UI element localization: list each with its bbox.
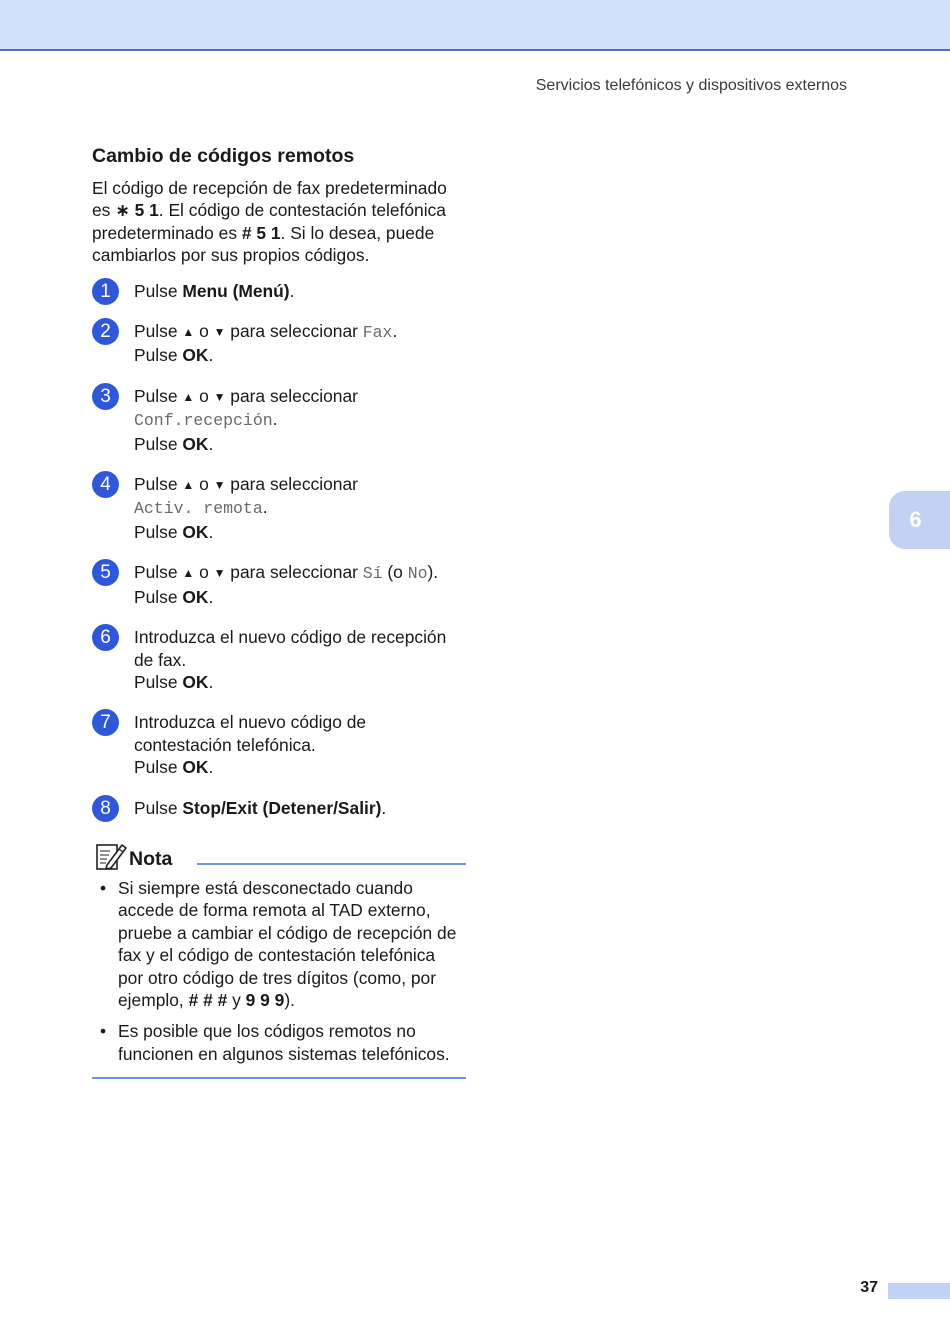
example-code-2: 9 9 9 xyxy=(245,989,285,1010)
step-text: Pulse xyxy=(134,345,183,366)
example-code-1: # # # xyxy=(188,989,228,1010)
step-1 xyxy=(92,280,462,302)
step-text: Pulse xyxy=(134,521,183,542)
step-number-icon: 5 xyxy=(92,559,119,586)
note-header xyxy=(92,837,462,871)
telephone-answer-code: # 5 1 xyxy=(241,222,281,243)
step-text: . xyxy=(289,280,295,301)
section-title: Cambio de códigos remotos xyxy=(92,145,355,167)
ok-key-label: OK xyxy=(182,586,209,607)
step-text: para seleccionar xyxy=(225,321,363,342)
note-text: y xyxy=(227,989,246,1010)
step-text: . xyxy=(208,586,214,607)
intro-text-2: . El código de contestación telefónica predeterminado es xyxy=(92,200,446,243)
step-number-icon: 8 xyxy=(92,795,119,822)
step-text: . xyxy=(208,433,214,454)
step-number-icon: 7 xyxy=(92,709,119,736)
steps-list xyxy=(92,280,462,819)
menu-key-label: Menu (Menú) xyxy=(182,280,290,301)
step-text: para seleccionar xyxy=(225,562,363,583)
lcd-option: Activ. remota xyxy=(134,499,263,519)
down-arrow-icon: ▼ xyxy=(213,325,226,340)
note-text: Si siempre está desconectado cuando accede de forma remota al TAD externo, pruebe a cambiar el código de recepción de fax y el código de contestación telefónica por otro código de tres dígitos (como, por ejemplo, xyxy=(118,877,457,1010)
note-item-1 xyxy=(92,877,462,1011)
ok-key-label: OK xyxy=(182,757,209,778)
step-text: Pulse xyxy=(134,321,183,342)
main-content xyxy=(92,143,462,1079)
step-5 xyxy=(92,561,462,608)
step-text: para seleccionar xyxy=(225,385,358,406)
step-text: Pulse xyxy=(134,385,183,406)
note-bottom-divider xyxy=(92,1077,466,1079)
down-arrow-icon: ▼ xyxy=(213,478,226,493)
note-text: Es posible que los códigos remotos no funcionen en algunos sistemas telefónicos. xyxy=(118,1021,450,1064)
step-8 xyxy=(92,797,462,819)
step-number-icon: 2 xyxy=(92,318,119,345)
note-top-divider xyxy=(197,863,466,865)
step-text: o xyxy=(194,474,214,495)
running-header: Servicios telefónicos y dispositivos externos xyxy=(535,77,847,94)
note-title: Nota xyxy=(129,847,173,870)
step-number-icon: 1 xyxy=(92,278,119,305)
ok-key-label: OK xyxy=(182,345,209,366)
step-text: Pulse xyxy=(134,562,183,583)
stop-exit-key-label: Stop/Exit (Detener/Salir) xyxy=(182,797,382,818)
step-text: o xyxy=(194,321,214,342)
lcd-option: Conf.recepción xyxy=(134,411,273,431)
note-list xyxy=(92,877,462,1065)
intro-text-1: El código de recepción de fax predeterminado es xyxy=(92,178,447,221)
chapter-tab: 6 xyxy=(889,491,950,549)
step-7 xyxy=(92,711,462,778)
step-text: Introduzca el nuevo código de recepción de fax. xyxy=(134,627,447,670)
step-2 xyxy=(92,320,462,367)
top-band xyxy=(0,0,950,51)
lcd-option: Sí xyxy=(362,564,383,584)
step-6 xyxy=(92,626,462,693)
step-text: (o xyxy=(382,562,408,583)
up-arrow-icon: ▲ xyxy=(182,325,195,340)
step-text: . xyxy=(392,321,398,342)
lcd-option: No xyxy=(407,564,428,584)
ok-key-label: OK xyxy=(182,433,209,454)
step-text: ). xyxy=(427,562,439,583)
step-text: Pulse xyxy=(134,474,183,495)
step-text: Pulse xyxy=(134,757,183,778)
up-arrow-icon: ▲ xyxy=(182,566,195,581)
bullet-icon: • xyxy=(100,1021,107,1042)
page-number: 37 xyxy=(860,1279,878,1296)
step-text: . xyxy=(262,497,268,518)
step-text: . xyxy=(272,409,278,430)
step-text: o xyxy=(194,562,214,583)
step-number-icon: 6 xyxy=(92,624,119,651)
ok-key-label: OK xyxy=(182,671,209,692)
step-text: Pulse xyxy=(134,586,183,607)
note-box xyxy=(92,837,462,1079)
step-4 xyxy=(92,473,462,543)
step-text: o xyxy=(194,385,214,406)
down-arrow-icon: ▼ xyxy=(213,566,226,581)
step-number-icon: 3 xyxy=(92,383,119,410)
step-3 xyxy=(92,385,462,455)
note-text: ). xyxy=(284,989,295,1010)
intro-paragraph xyxy=(92,177,462,267)
step-number-icon: 4 xyxy=(92,471,119,498)
step-text: . xyxy=(208,345,214,366)
note-pencil-icon xyxy=(95,841,127,871)
note-item-2 xyxy=(92,1020,462,1065)
down-arrow-icon: ▼ xyxy=(213,389,226,404)
step-text: . xyxy=(208,757,214,778)
fax-receive-code: ∗ 5 1 xyxy=(115,200,159,221)
step-text: para seleccionar xyxy=(225,474,358,495)
up-arrow-icon: ▲ xyxy=(182,478,195,493)
intro-text-3: . Si lo desea, puede cambiarlos por sus propios códigos. xyxy=(92,222,435,266)
step-text: Pulse xyxy=(134,433,183,454)
ok-key-label: OK xyxy=(182,521,209,542)
up-arrow-icon: ▲ xyxy=(182,389,195,404)
step-text: Pulse xyxy=(134,797,183,818)
step-text: Pulse xyxy=(134,280,183,301)
footer-band xyxy=(888,1283,950,1299)
step-text: . xyxy=(381,797,387,818)
step-text: . xyxy=(208,521,214,542)
bullet-icon: • xyxy=(100,877,107,898)
step-text: . xyxy=(208,671,214,692)
step-text: Pulse xyxy=(134,671,183,692)
step-text: Introduzca el nuevo código de contestación telefónica. xyxy=(134,712,367,755)
lcd-option: Fax xyxy=(362,323,393,343)
